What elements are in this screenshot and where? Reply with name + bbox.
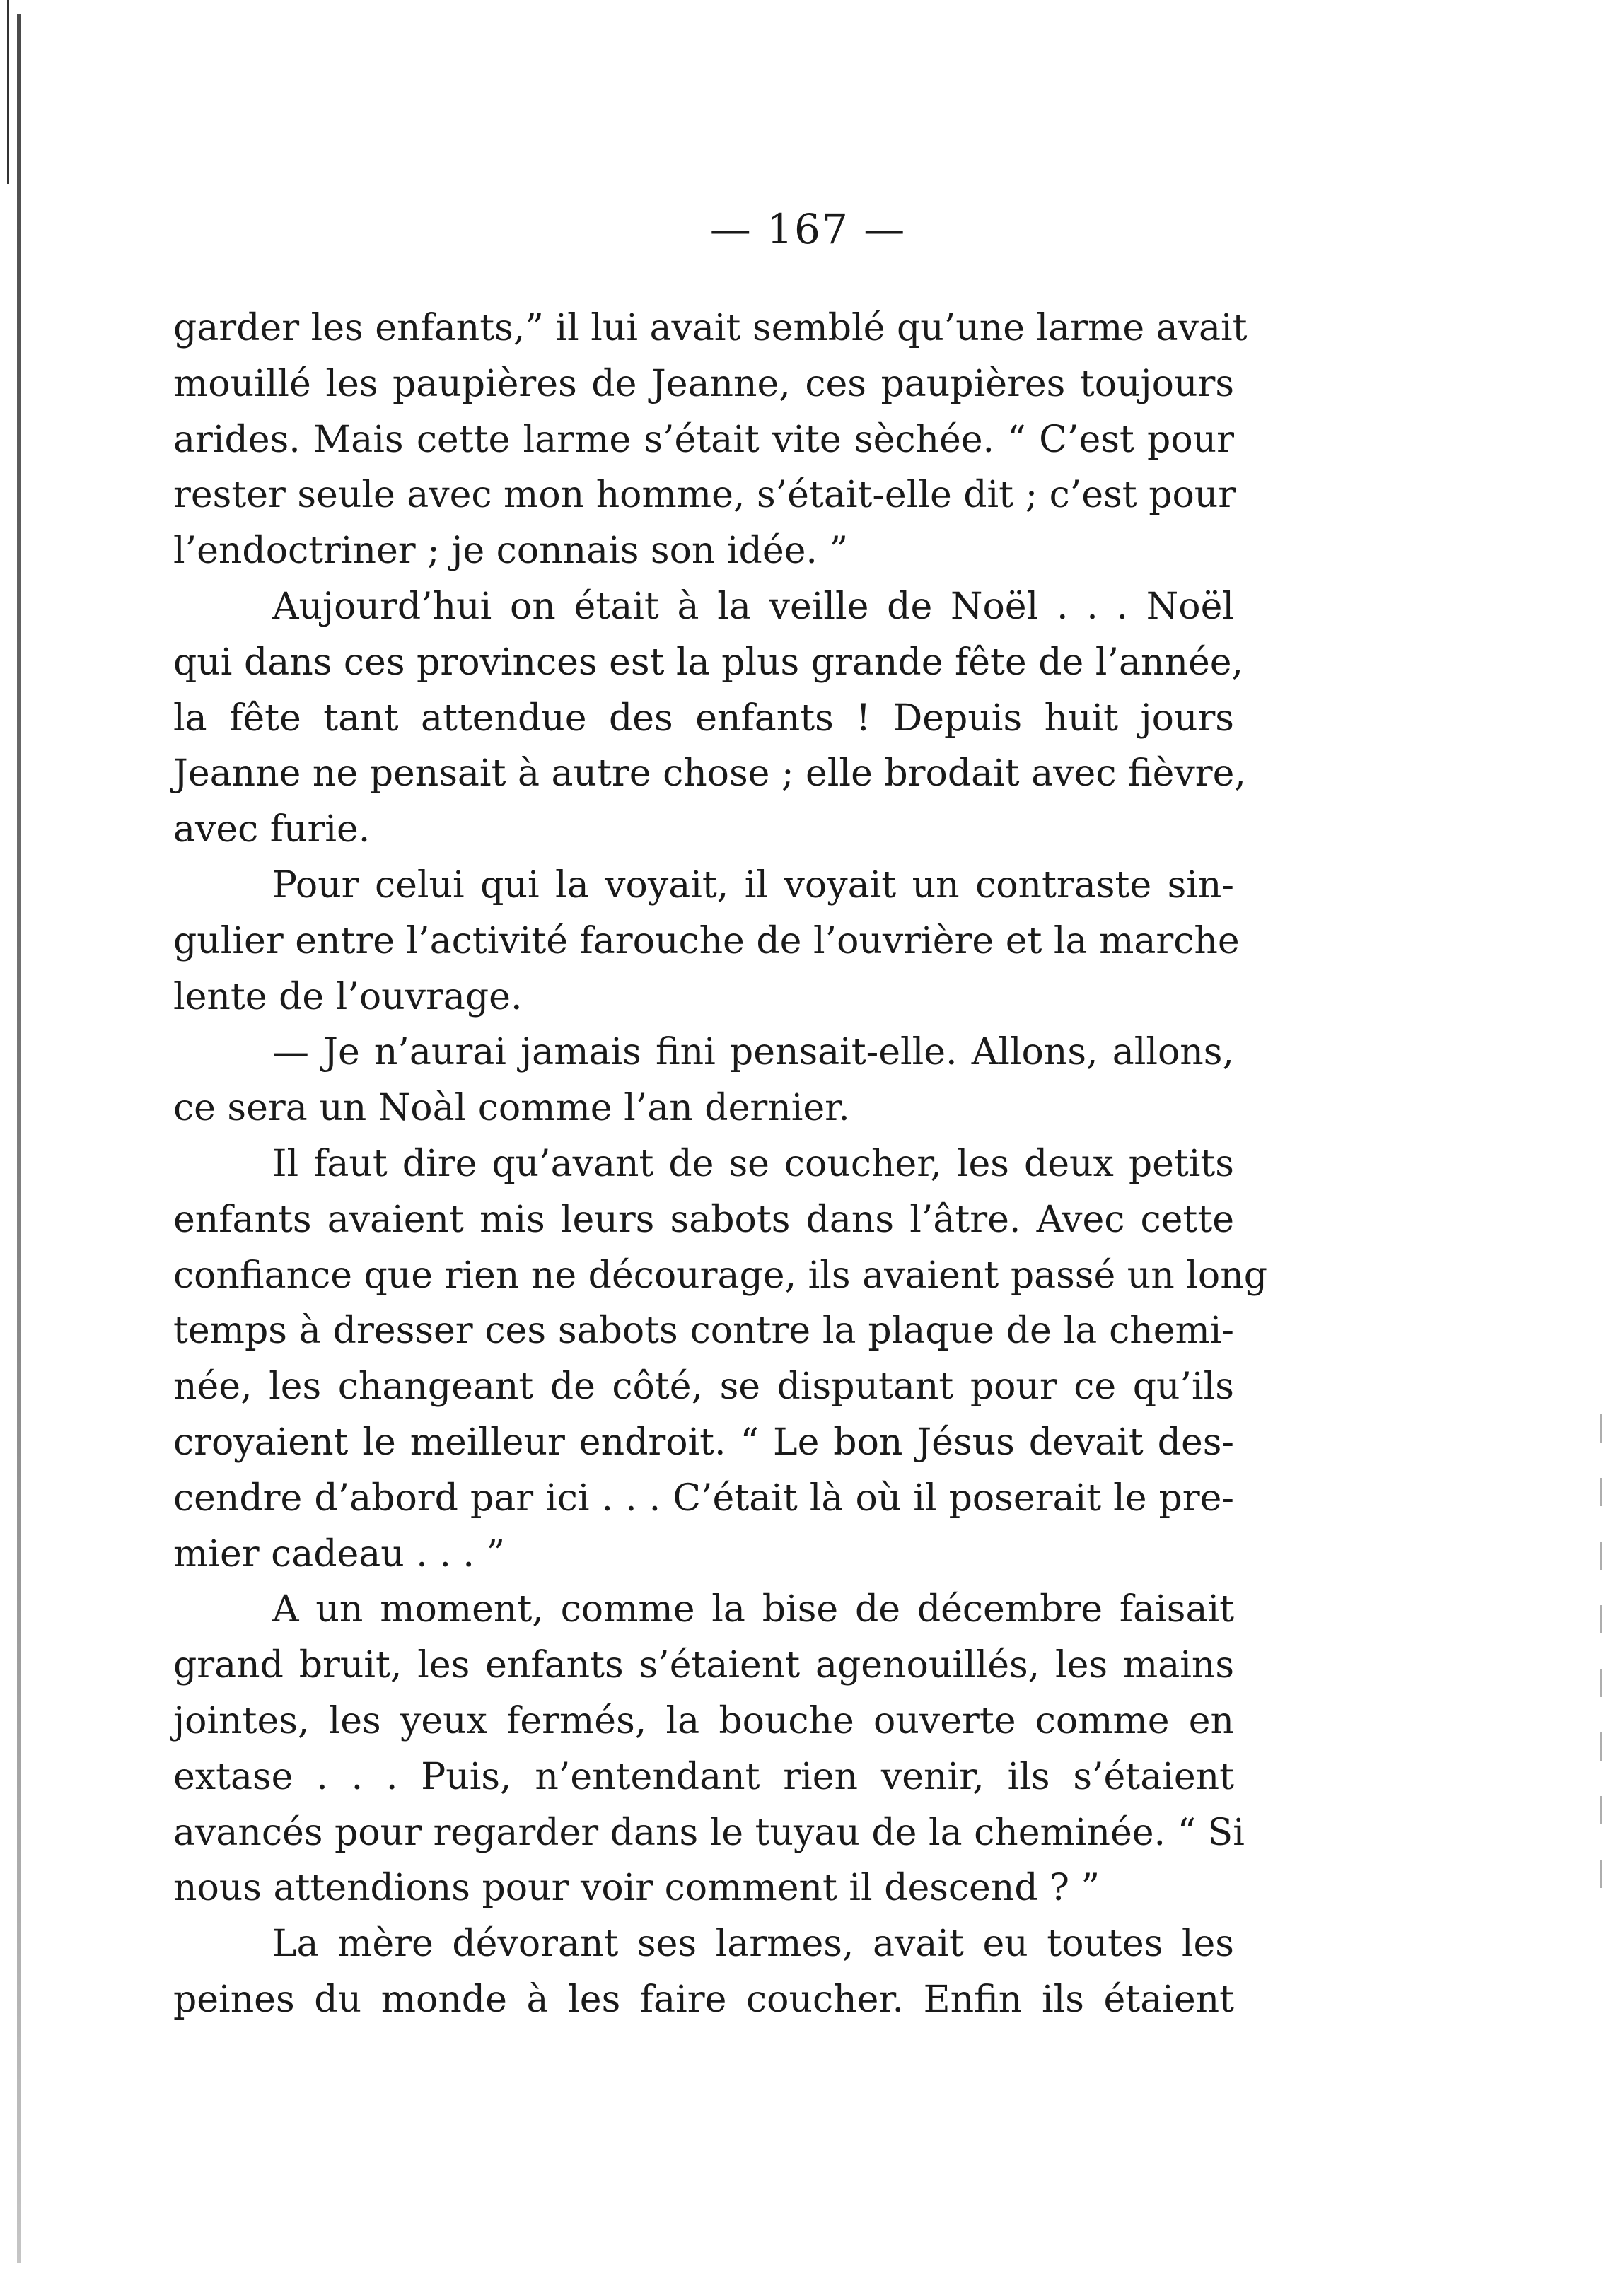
text-line: A un moment, comme la bise de décembre faisait: [272, 1588, 1234, 1631]
text-line: la fête tant attendue des enfants ! Depuis huit jours: [173, 697, 1234, 740]
text-line: extase . . . Puis, n’entendant rien venir, ils s’étaient: [173, 1755, 1234, 1798]
text-line: enfants avaient mis leurs sabots dans l’âtre. Avec cette: [173, 1198, 1234, 1241]
scan-edge-right: [1600, 1414, 1602, 1909]
text-line: nous attendions pour voir comment il descend ? ”: [173, 1867, 1100, 1910]
text-line: cendre d’abord par ici . . . C’était là où il poserait le pre-: [173, 1476, 1234, 1520]
text-line: ce sera un Noàl comme l’an dernier.: [173, 1087, 850, 1130]
text-line: — Je n’aurai jamais fini pensait-elle. Allons, allons,: [272, 1031, 1234, 1074]
text-line: garder les enfants,” il lui avait semblé qu’une larme avait: [173, 307, 1248, 349]
text-line: Aujourd’hui on était à la veille de Noël . . . Noël: [272, 585, 1234, 628]
text-line: l’endoctriner ; je connais son idée. ”: [173, 530, 849, 573]
text-line: peines du monde à les faire coucher. Enfin ils étaient: [173, 1978, 1234, 2021]
body-text: [173, 301, 1267, 2028]
text-line: qui dans ces provinces est la plus grande fête de l’année,: [173, 641, 1244, 684]
page-number: — 167 —: [709, 205, 907, 253]
text-line: Il faut dire qu’avant de se coucher, les deux petits: [272, 1142, 1234, 1185]
text-line: La mère dévorant ses larmes, avait eu toutes les: [272, 1923, 1234, 1966]
text-line: rester seule avec mon homme, s’était-elle dit ; c’est pour: [173, 474, 1236, 517]
text-line: mier cadeau . . . ”: [173, 1532, 506, 1575]
text-line: grand bruit, les enfants s’étaient agenouillés, les mains: [173, 1644, 1234, 1687]
scan-edge-left: [17, 14, 21, 2263]
text-line: Jeanne ne pensait à autre chose ; elle brodait avec fièvre,: [173, 752, 1246, 796]
text-line: mouillé les paupières de Jeanne, ces paupières toujours: [173, 362, 1234, 405]
text-line: confiance que rien ne décourage, ils avaient passé un long: [173, 1254, 1267, 1297]
text-line: croyaient le meilleur endroit. “ Le bon Jésus devait des-: [173, 1421, 1234, 1464]
text-line: avec furie.: [173, 808, 371, 851]
text-line: jointes, les yeux fermés, la bouche ouverte comme en: [173, 1699, 1234, 1742]
text-line: avancés pour regarder dans le tuyau de la cheminée. “ Si: [173, 1811, 1245, 1854]
text-line: temps à dresser ces sabots contre la plaque de la chemi-: [173, 1310, 1234, 1353]
scan-edge-left-mark: [7, 0, 9, 184]
text-line: lente de l’ouvrage.: [173, 975, 523, 1018]
text-line: Pour celui qui la voyait, il voyait un contraste sin-: [272, 863, 1234, 907]
text-line: née, les changeant de côté, se disputant pour ce qu’ils: [173, 1365, 1234, 1409]
text-line: arides. Mais cette larme s’était vite sèchée. “ C’est pour: [173, 418, 1234, 461]
text-line: gulier entre l’activité farouche de l’ouvrière et la marche: [173, 919, 1240, 962]
